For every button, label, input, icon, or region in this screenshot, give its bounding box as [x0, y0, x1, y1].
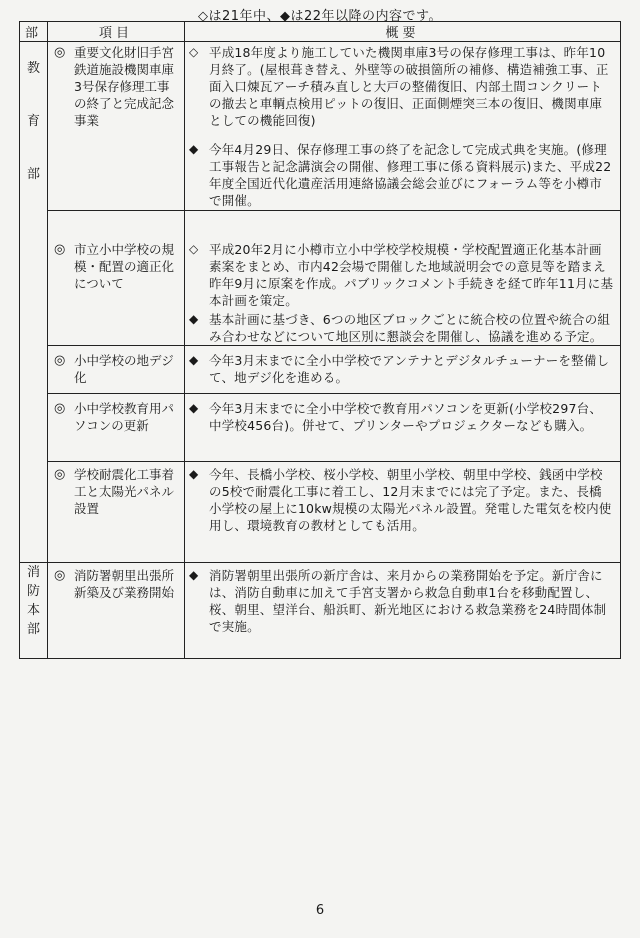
double-circle-icon: ◎	[54, 467, 66, 483]
dept-char: 部	[26, 621, 40, 637]
hollow-diamond-icon: ◇	[189, 45, 199, 60]
summary-cell	[185, 346, 621, 394]
report-table	[19, 21, 621, 659]
header-dept: 部	[20, 22, 48, 42]
table-row	[20, 462, 621, 562]
item-cell	[48, 462, 185, 562]
table-row	[20, 346, 621, 394]
item-title: 小中学校教育用パソコンの更新	[74, 401, 175, 434]
summary-cell	[185, 462, 621, 562]
summary-cell	[185, 394, 621, 462]
dept-char: 部	[26, 167, 40, 183]
summary-text: 今年4月29日、保存修理工事の終了を記念して完成式典を実施。(修理工事報告と記念講演会の開催、修理工事に係る資料展示)また、平成22年度全国近代化遺産活用連絡協議会総会並びにフォーラム等を小樽市で開催。	[209, 142, 612, 209]
item-cell	[48, 562, 185, 658]
dept-char: 本	[26, 602, 40, 618]
double-circle-icon: ◎	[54, 353, 66, 368]
dept-char: 育	[26, 114, 40, 130]
dept-char: 防	[26, 583, 40, 599]
item-cell	[48, 394, 185, 462]
double-circle-icon: ◎	[54, 567, 66, 583]
header-item: 項目	[48, 22, 185, 42]
item-title: 小中学校の地デジ化	[74, 353, 174, 385]
double-circle-icon: ◎	[54, 401, 66, 417]
item-title: 市立小中学校の規模・配置の適正化について	[74, 241, 175, 291]
dept-char: 消	[26, 564, 40, 580]
filled-diamond-icon: ◆	[189, 142, 199, 157]
summary-text: 今年3月末までに全小中学校でアンテナとデジタルチューナーを整備して、地デジ化を進める。	[209, 353, 610, 385]
header-row	[20, 22, 621, 42]
item-title: 消防署朝里出張所新築及び業務開始	[74, 567, 175, 600]
summary-cell	[185, 562, 621, 658]
double-circle-icon: ◎	[54, 45, 66, 61]
summary-text: 平成20年2月に小樽市立小中学校学校規模・学校配置適正化基本計画素案をまとめ、市内42会場で開催した地域説明会での意見等を踏まえ昨年9月に原案を作成。パブリックコメント手続きを経て昨年11月に基本計画を策定。	[209, 241, 614, 308]
header-summary: 概要	[185, 22, 621, 42]
summary-text: 基本計画に基づき、6つの地区ブロックごとに統合校の位置や統合の組み合わせなどについて地区別に懇談会を開催し、協議を進める予定。	[209, 311, 611, 344]
item-cell	[48, 42, 185, 211]
filled-diamond-icon: ◆	[189, 401, 199, 416]
table-row	[20, 394, 621, 462]
summary-text: 平成18年度より施工していた機関車庫3号の保存修理工事は、昨年10月終了。(屋根葺き替え、外壁等の破損箇所の補修、構造補強工事、正面入口煉瓦アーチ積み直しと大戸の整備復旧、内部土間コンクリートの撤去と車輌点検用ピットの復旧、正面側煙突三本の復旧、機関車庫としての機能回復)	[209, 45, 609, 129]
dept-education	[20, 42, 48, 563]
item-title: 学校耐震化工事着工と太陽光パネル設置	[74, 467, 175, 517]
dept-fire	[20, 562, 48, 658]
summary-text: 消防署朝里出張所の新庁舎は、来月からの業務開始を予定。新庁舎には、消防自動車に加えて手宮支署から救急自動車1台を移動配置し、桜、朝里、望洋台、船浜町、新光地区における救急業務を24時間体制で実施。	[209, 567, 607, 634]
double-circle-icon: ◎	[54, 241, 66, 257]
item-cell	[48, 346, 185, 394]
item-title: 重要文化財旧手宮鉄道施設機関車庫3号保存修理工事の終了と完成記念事業	[74, 45, 175, 129]
summary-cell	[185, 210, 621, 345]
table-row	[20, 42, 621, 211]
hollow-diamond-icon: ◇	[189, 241, 199, 256]
filled-diamond-icon: ◆	[189, 311, 199, 326]
dept-char: 教	[26, 61, 40, 77]
table-row	[20, 210, 621, 345]
table-row	[20, 562, 621, 658]
summary-cell	[185, 42, 621, 211]
legend: ◇は21年中、◆は22年以降の内容です。	[197, 9, 443, 24]
page-number: 6	[315, 903, 325, 918]
filled-diamond-icon: ◆	[189, 467, 199, 482]
filled-diamond-icon: ◆	[189, 567, 199, 582]
item-cell	[48, 210, 185, 345]
filled-diamond-icon: ◆	[189, 353, 199, 367]
summary-text: 今年3月末までに全小中学校で教育用パソコンを更新(小学校297台、中学校456台)。併せて、プリンターやプロジェクターなども購入。	[209, 401, 603, 434]
summary-text: 今年、長橋小学校、桜小学校、朝里小学校、朝里中学校、銭函中学校の5校で耐震化工事に着工し、12月末までには完了予定。また、長橋小学校の屋上に10kw規模の太陽光パネル設置。発電した電気を校内使用し、環境教育の教材としても活用。	[209, 467, 612, 534]
